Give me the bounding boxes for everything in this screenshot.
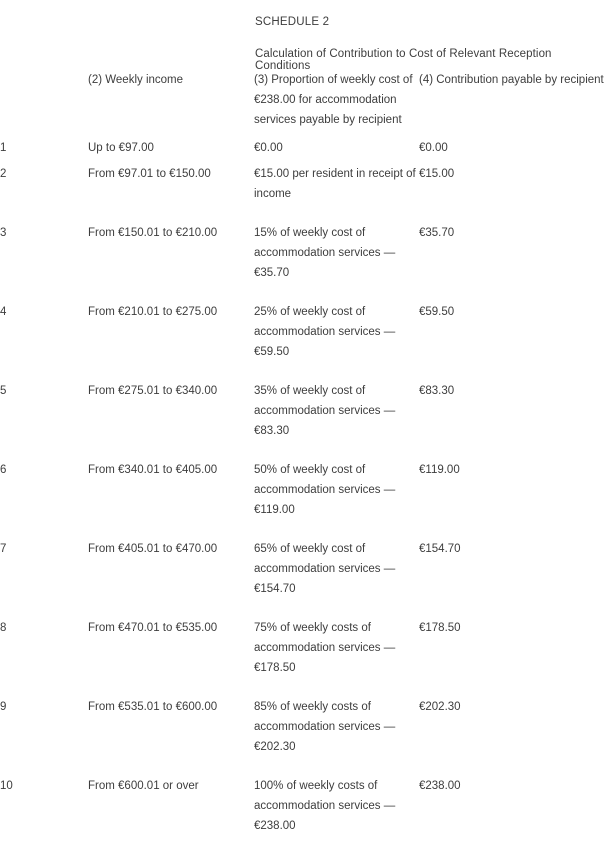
row-income: From €535.01 to €600.00 [88, 701, 218, 713]
table-row [0, 618, 614, 697]
row-proportion: 100% of weekly costs of accommodation services — €238.00 [254, 780, 396, 832]
row-spacer [33, 223, 88, 302]
column-header-proportion: (3) Proportion of weekly cost of €238.00 for accommodation services payable by recipient [254, 74, 413, 126]
row-spacer [33, 381, 88, 460]
column-header-payable: (4) Contribution payable by recipient [419, 74, 604, 86]
row-spacer [33, 302, 88, 381]
row-income: From €340.01 to €405.00 [88, 464, 218, 476]
row-payable: €59.50 [419, 306, 455, 318]
column-header-income: (2) Weekly income [88, 74, 184, 86]
row-proportion: 50% of weekly cost of accommodation services — €119.00 [254, 464, 396, 516]
row-payable: €154.70 [419, 543, 461, 555]
row-number: 8 [0, 622, 7, 634]
row-number: 10 [0, 780, 13, 792]
table-row [0, 381, 614, 460]
row-spacer [33, 164, 88, 223]
schedule-subtitle: Calculation of Contribution to Cost of Relevant Reception Conditions [255, 48, 552, 72]
row-number: 4 [0, 306, 7, 318]
row-payable: €35.70 [419, 227, 455, 239]
row-payable: €119.00 [419, 464, 460, 476]
row-proportion: 15% of weekly cost of accommodation services — €35.70 [254, 227, 396, 279]
row-proportion: 75% of weekly costs of accommodation services — €178.50 [254, 622, 396, 674]
contribution-table [0, 70, 614, 855]
row-proportion: 65% of weekly cost of accommodation services — €154.70 [254, 543, 396, 595]
row-proportion: €15.00 per resident in receipt of income [254, 168, 416, 200]
row-proportion: 85% of weekly costs of accommodation services — €202.30 [254, 701, 396, 753]
row-payable: €0.00 [419, 142, 448, 154]
table-row [0, 697, 614, 776]
row-number: 7 [0, 543, 7, 555]
table-row [0, 138, 614, 164]
row-spacer [33, 138, 88, 164]
row-income: From €150.01 to €210.00 [88, 227, 218, 239]
row-spacer [33, 618, 88, 697]
row-proportion: €0.00 [254, 142, 283, 154]
row-payable: €202.30 [419, 701, 461, 713]
row-income: From €405.01 to €470.00 [88, 543, 218, 555]
table-row [0, 776, 614, 855]
row-proportion: 35% of weekly cost of accommodation services — €83.30 [254, 385, 396, 437]
table-row [0, 539, 614, 618]
table-body [0, 138, 614, 855]
column-header-spacer [33, 70, 88, 138]
table-row [0, 460, 614, 539]
row-number: 6 [0, 464, 7, 476]
column-header-number [0, 70, 33, 138]
row-income: From €97.01 to €150.00 [88, 168, 211, 180]
row-payable: €238.00 [419, 780, 461, 792]
table-row [0, 302, 614, 381]
row-proportion: 25% of weekly cost of accommodation services — €59.50 [254, 306, 396, 358]
row-payable: €83.30 [419, 385, 455, 397]
table-header-row [0, 70, 614, 138]
row-income: From €600.01 or over [88, 780, 199, 792]
row-spacer [33, 539, 88, 618]
row-number: 9 [0, 701, 7, 713]
row-payable: €178.50 [419, 622, 461, 634]
row-income: Up to €97.00 [88, 142, 154, 154]
row-number: 3 [0, 227, 7, 239]
row-spacer [33, 776, 88, 855]
row-income: From €470.01 to €535.00 [88, 622, 218, 634]
table-header [0, 70, 614, 138]
row-payable: €15.00 [419, 168, 455, 180]
page-top-fragment [0, 0, 160, 5]
row-number: 2 [0, 168, 7, 180]
row-spacer [33, 697, 88, 776]
schedule-title: SCHEDULE 2 [255, 16, 330, 28]
row-income: From €275.01 to €340.00 [88, 385, 218, 397]
row-number: 1 [0, 142, 7, 154]
row-spacer [33, 460, 88, 539]
row-number: 5 [0, 385, 7, 397]
table-row [0, 223, 614, 302]
table-row [0, 164, 614, 223]
row-income: From €210.01 to €275.00 [88, 306, 218, 318]
